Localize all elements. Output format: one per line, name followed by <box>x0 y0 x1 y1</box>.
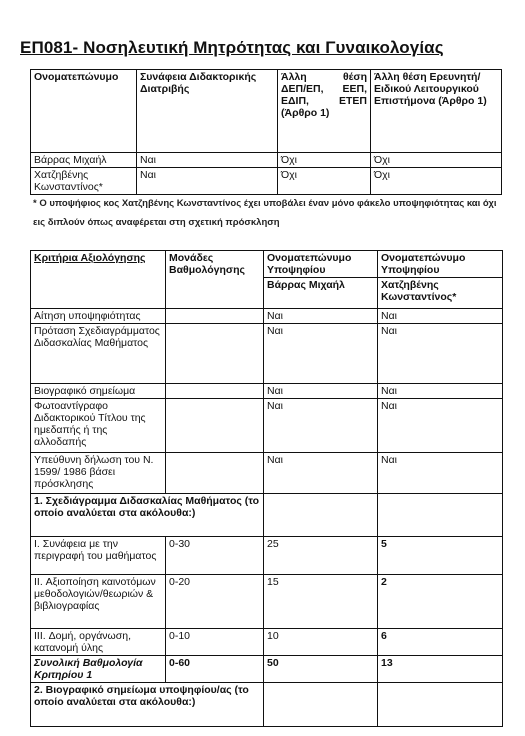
units-value: 0-10 <box>166 629 264 656</box>
candidate-1-score: 15 <box>264 575 378 629</box>
score-row <box>31 629 503 656</box>
header-criteria: Κριτήρια Αξιολόγησης <box>31 251 166 309</box>
relevance-value: Ναι <box>137 168 278 195</box>
candidate-2-value: Ναι <box>378 324 503 384</box>
header-other-res: Άλλη θέση Ερευνητή/ Ειδικού Λειτουργικού Επιστήμονα (Άρθρο 1) <box>371 70 502 153</box>
total-label: Συνολική Βαθμολογία Κριτηρίου 1 <box>31 656 166 683</box>
header-name: Ονοματεπώνυμο <box>31 70 137 153</box>
evaluation-table <box>30 250 503 727</box>
units-value: 0-20 <box>166 575 264 629</box>
candidate-2-value: Ναι <box>378 453 503 494</box>
score-row <box>31 575 503 629</box>
candidate-name: Βάρρας Μιχαήλ <box>31 153 137 168</box>
candidate-2-score: 6 <box>378 629 503 656</box>
eligibility-table <box>30 69 502 195</box>
header-other-dep-line2: ΔΕΠ/ΕΠ, ΕΕΠ, <box>281 83 367 95</box>
candidate-1-value: Ναι <box>264 453 378 494</box>
candidate-2-value: Ναι <box>378 309 503 324</box>
candidate-2-total: 13 <box>378 656 503 683</box>
footnote: * Ο υποψήφιος κος Χατζηβένης Κωνσταντίνος έχει υποβάλει έναν μόνο φάκελο υποψηφιότητας και όχι εις διπλούν όπως αναφέρεται στη σχετική πρόσκληση <box>33 198 497 228</box>
empty-cell <box>378 494 503 537</box>
other-res-value: Όχι <box>371 168 502 195</box>
candidate-2-name: Χατζηβένης Κωνσταντίνος* <box>378 278 503 309</box>
empty-cell <box>378 683 503 727</box>
header-other-dep-line3: ΕΔΙΠ, ΕΤΕΠ <box>281 95 367 107</box>
candidate-1-name: Βάρρας Μιχαήλ <box>264 278 378 309</box>
units-value <box>166 309 264 324</box>
candidate-1-value: Ναι <box>264 309 378 324</box>
empty-cell <box>264 683 378 727</box>
score-row <box>31 537 503 575</box>
candidate-name: Χατζηβένης Κωνσταντίνος* <box>31 168 137 195</box>
table-row <box>31 153 502 168</box>
header-other-dep-line1: Άλλη θέση <box>281 71 367 83</box>
units-value: 0-30 <box>166 537 264 575</box>
section-1-heading: 1. Σχεδιάγραμμα Διδασκαλίας Μαθήματος (το οποίο αναλύεται στα ακόλουθα:) <box>31 494 264 537</box>
table-row <box>31 324 503 384</box>
units-value <box>166 399 264 453</box>
table-row <box>31 453 503 494</box>
section-2-heading: 2. Βιογραφικό σημείωμα υποψηφίου/ας (το οποίο αναλύεται στα ακόλουθα:) <box>31 683 264 727</box>
candidate-1-score: 10 <box>264 629 378 656</box>
empty-cell <box>264 494 378 537</box>
candidate-2-value: Ναι <box>378 399 503 453</box>
units-value <box>166 324 264 384</box>
criterion-label: Βιογραφικό σημείωμα <box>31 384 166 399</box>
table-row <box>31 309 503 324</box>
criterion-label: Αίτηση υποψηφιότητας <box>31 309 166 324</box>
candidate-1-value: Ναι <box>264 324 378 384</box>
header-units: Μονάδες Βαθμολόγησης <box>166 251 264 309</box>
candidate-2-score: 2 <box>378 575 503 629</box>
criterion-label: II. Αξιοποίηση καινοτόμων μεθοδολογιών/θεωριών & βιβλιογραφίας <box>31 575 166 629</box>
section-row <box>31 494 503 537</box>
header-relevance: Συνάφεια Διδακτορικής Διατριβής <box>137 70 278 153</box>
candidate-2-value: Ναι <box>378 384 503 399</box>
candidate-1-value: Ναι <box>264 384 378 399</box>
units-value <box>166 453 264 494</box>
candidate-2-score: 5 <box>378 537 503 575</box>
other-dep-value: Όχι <box>278 168 371 195</box>
table-row <box>31 168 502 195</box>
total-units: 0-60 <box>166 656 264 683</box>
candidate-1-value: Ναι <box>264 399 378 453</box>
criterion-label: I. Συνάφεια με την περιγραφή του μαθήματος <box>31 537 166 575</box>
total-row <box>31 656 503 683</box>
header-candidate-1: Ονοματεπώνυμο Υποψηφίου <box>264 251 378 278</box>
document-title: ΕΠ081- Νοσηλευτική Μητρότητας και Γυναικολογίας <box>20 38 444 57</box>
other-res-value: Όχι <box>371 153 502 168</box>
other-dep-value: Όχι <box>278 153 371 168</box>
header-other-dep-line4: (Άρθρο 1) <box>281 107 330 119</box>
criterion-label: Φωτοαντίγραφο Διδακτορικού Τίτλου της ημεδαπής ή της αλλοδαπής <box>31 399 166 453</box>
table-row <box>31 384 503 399</box>
header-candidate-2: Ονοματεπώνυμο Υποψηφίου <box>378 251 503 278</box>
candidate-1-total: 50 <box>264 656 378 683</box>
criterion-label: Πρόταση Σχεδιαγράμματος Διδασκαλίας Μαθήματος <box>31 324 166 384</box>
table-row <box>31 399 503 453</box>
units-value <box>166 384 264 399</box>
criterion-label: Υπεύθυνη δήλωση του Ν. 1599/ 1986 βάσει πρόσκλησης <box>31 453 166 494</box>
header-other-dep <box>278 70 371 153</box>
section-row <box>31 683 503 727</box>
relevance-value: Ναι <box>137 153 278 168</box>
criterion-label: III. Δομή, οργάνωση, κατανομή ύλης <box>31 629 166 656</box>
candidate-1-score: 25 <box>264 537 378 575</box>
